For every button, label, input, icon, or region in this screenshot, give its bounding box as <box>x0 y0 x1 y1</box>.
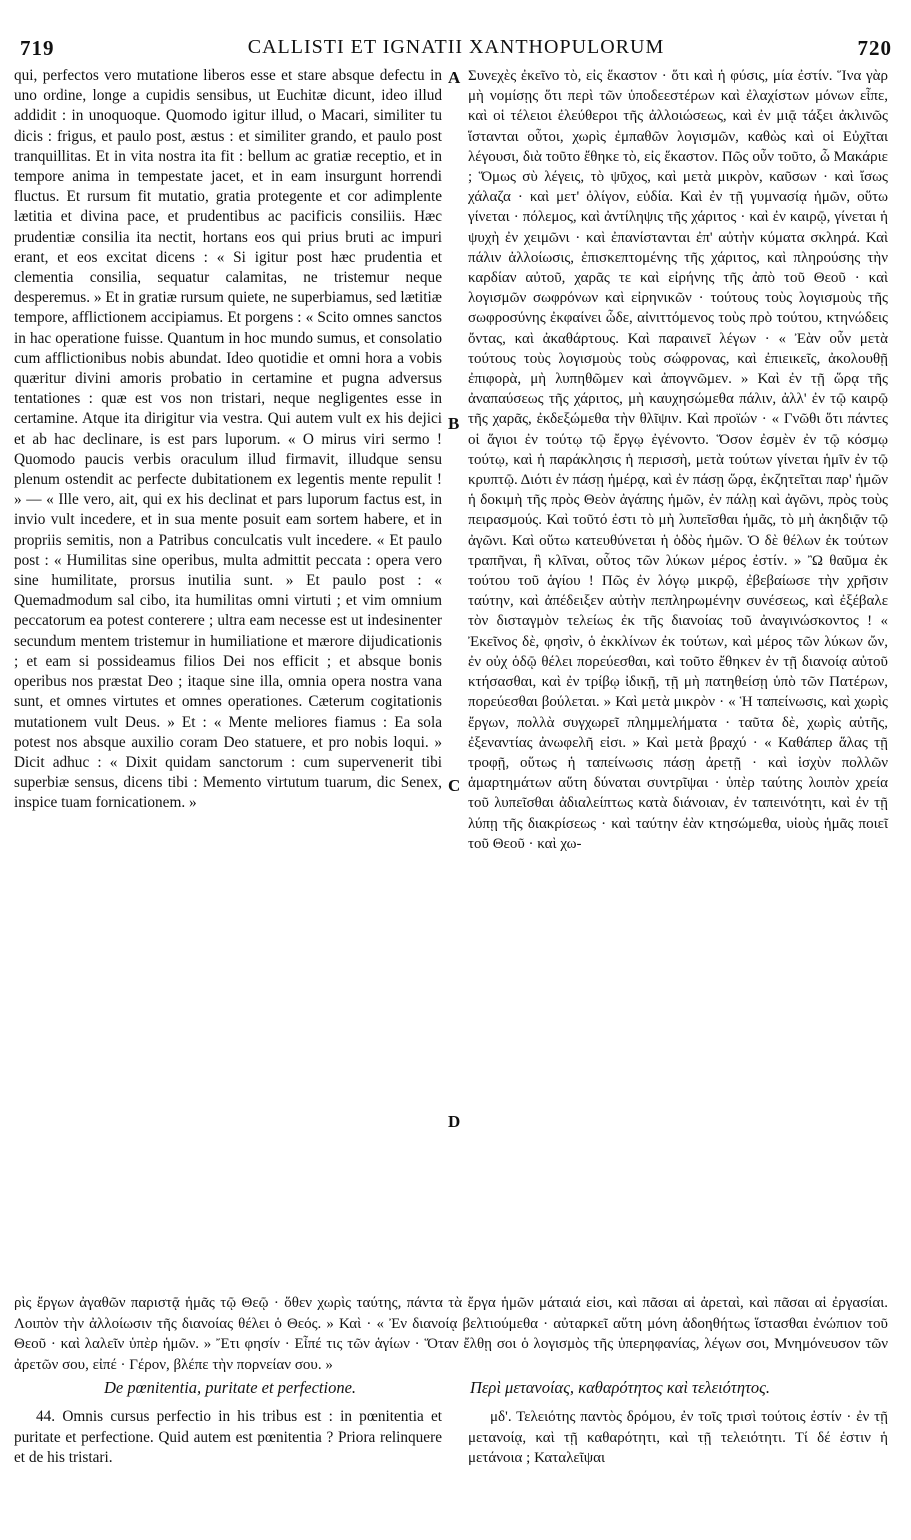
margin-marker-b: B <box>448 414 460 433</box>
page-number-left: 719 <box>20 36 55 60</box>
latin-text: qui, perfectos vero mutatione liberos esse et stare absque defectu in uno ordine, longe a cupidis sensibus, ut Euchitæ dicunt, ideo illud addidit : in unoquoque. Quomodo igitur illud, o Macari, similiter tu dicis : frigus, et paulo post, æstus : et similiter grando, et paulo post tranquillitas. Et in vita nostra ita fit : bellum ac gratiæ receptio, et in tempore anima in tempestate jacet, et in eam insurgunt horrendi fluctus. Et rursum fit mutatio, gratia protegente et cor adimplente lætitia et divina pace, et prudentibus ac pacificis consiliis. Hæc prudentiæ consilia ita nectit, hortans eos qui prius bruti ac impuri erant, et eos excitat dicens : « Si igitur post hæc prudentia et clementia consilia, sequatur calamitas, ne tristemur neque desperemus. » Et in gratiæ rursum quiete, ne superbiamus, sed lætitiæ tempore, afflictionem accipiamus. Et porgens : « Scito omnes sanctos in hac operatione fuisse. Quantum in hoc mundo sumus, et consolatio cum afflictionibus nobis abundat. Ideo quotidie et omni hora a vobis quæritur divini amoris probatio in certamine et pugna adversus tentationes : quæ est vos non tristari, neque negligentes esse in certamine. Atque ita dirigitur via vestra. Qui autem vult ex his dejici et ab hac declinare, is est pars luporum. « O mirus viri sermo ! Quomodo paucis verbis oraculum illud firmavit, illudque sensu plenum ostendit ac perfecte dubitationem ex legentis mente repulit ! » — « Ille vero, ait, qui ex his declinat et pars luporum factus est, in invio vult incedere, et in sua mente posuit eam sortem habere, et in propriis semitis, non a Patribus conculcatis vult incedere. « Et paulo post : « Humilitas sine operibus, multa admittit peccata : opera vero sine humilitate, prorsus inutilia sunt. » Et paulo post : « Quemadmodum sal cibo, ita humilitas omni virtuti ; et vim omnium peccatorum ea potest conterere ; ultra eam necesse est ut indesinenter secundum mentem tristemur in humiliatione et mærore dijudicationis ; et eam si possideamus filios Dei nos efficit ; et absque bonis operibus nos præstat Deo ; itaque sine illa, omnia opera nostra vana sunt, et omnes virtutes et omnes operationes. Cæterum cogitationis mutationem vult Deus. » Et : « Mente meliores fiamus : Ea sola potest nos absque auxilio coram Deo statuere, et pro nobis loqui. » Dicit adhuc : « Dixit quidam sanctorum : cum supervenerit tibi superbiæ sensus, dicens tibi : Memento virtutum tuarum, dic Senex, inspice tuam fornicationem. » <box>14 67 442 812</box>
margin-marker-a: A <box>448 68 461 87</box>
section-greek-text: μδ'. Τελειότης παντὸς δρόμου, ἐν τοῖς τρισὶ τούτοις ἐστίν · ἐν τῇ μετανοίᾳ, καὶ τῇ καθαρότητι, καὶ τῇ τελειότητι. Τί δέ ἐστιν ἡ μετάνοια ; Καταλεῖψαι <box>468 1409 888 1466</box>
section-title-greek: Περὶ μετανοίας, καθαρότητος καὶ τελειότητος. <box>470 1378 770 1397</box>
section-latin-text: 44. Omnis cursus perfectio in his tribus est : in pœnitentia et puritate et perfectione. Quid autem est pœnitentia ? Priora relinquere et de his tristari. <box>14 1408 442 1466</box>
greek-continuation-text: ρὶς ἔργων ἀγαθῶν παριστᾷ ἡμᾶς τῷ Θεῷ · ὅθεν χωρὶς ταύτης, πάντα τὰ ἔργα ἡμῶν μάταιά εἰσι, καὶ πᾶσαι αἱ ἀρεταὶ, καὶ πᾶσαι αἱ ἐργασίαι. Λοιπὸν τὴν ἀλλοίωσιν τῆς διανοίας θέλει ὁ Θεός. » Καὶ · « Ἐν διανοίᾳ βελτιούμεθα · αὐταρκεῖ αὕτη μόνη ἀδοηθήτως ἵστασθαι ἐνώπιον τοῦ Θεοῦ · καὶ λαλεῖν ὑπὲρ ἡμῶν. » Ἔτι φησίν · Εἶπέ τις τῶν ἁγίων · Ὅταν ἔλθῃ σοι ὁ λογισμὸς τῆς ὑπερηφανίας, λέγων σοι, Μνημόνευσον τῶν ἀρετῶν σου, εἰπέ · Γέρον, βλέπε τὴν πορνείαν σου. » <box>14 1295 888 1373</box>
greek-continuation <box>14 1293 888 1375</box>
running-title: CALLISTI ET IGNATII XANTHOPULORUM <box>247 36 665 58</box>
greek-column <box>468 66 888 854</box>
section-latin <box>14 1407 442 1469</box>
page-number-right: 720 <box>857 36 892 60</box>
section-greek <box>468 1407 888 1469</box>
margin-marker-d: D <box>448 1112 461 1131</box>
section-title-latin: De pœnitentia, puritate et perfectione. <box>104 1378 357 1397</box>
greek-text: Συνεχὲς ἐκεῖνο τὸ, εἰς ἕκαστον · ὅτι καὶ ἡ φύσις, μία ἐστίν. Ἵνα γὰρ μὴ νομίσῃς ὅτι περὶ τῶν ὑποδεεστέρων καὶ ἐλαχίστων μόνων εἶπε, καὶ οἱ τέλειοι ἐλεύθεροι τῆς ἀλλοιώσεως, καὶ ἐν μιᾷ τάξει ἀκλινῶς ἵστανται οὗτοι, χωρὶς ἐμπαθῶν λογισμῶν, καθὼς καὶ οἱ Εὐχῖται λέγουσι, διὰ τοῦτο ἔθηκε τὸ, εἰς ἕκαστον. Πῶς οὖν τοῦτο, ὦ Μακάριε ; Ὅμως σὺ λέγεις, τὸ ψῦχος, καὶ μετὰ μικρὸν, καῦσων · καὶ ἴσως χάλαζα · καὶ μετ' ὀλίγον, εὐδία. Καὶ ἐν τῇ γυμνασίᾳ ἡμῶν, οὕτω γίνεται · πόλεμος, καὶ ἀντίληψις τῆς χάριτος · καὶ ἐν καιρῷ, γίνεται ἡ ψυχὴ ἐν χειμῶνι · καὶ ἐπανίστανται ἐπ' αὐτὴν κύματα σκληρά. Καὶ πάλιν ἀλλοίωσις, ἐπισκεπτομένης τῆς χάριτος, καὶ πληρούσης τὴν καρδίαν αὐτοῦ, χαρᾶς τε καὶ εἰρήνης τῆς ἀπὸ τοῦ Θεοῦ · καὶ λογισμῶν σωφρόνων καὶ εἰρηνικῶν · τούτους τοὺς λογισμοὺς τῆς σωφροσύνης ἐκφαίνει ὧδε, αἰνιττόμενος τοὺς πρὸ τούτου, κτηνώδεις ὄντας, καὶ ἀκαθάρτους. Καὶ παραινεῖ λέγων · « Ἐὰν οὖν μετὰ τούτους τοὺς λογισμοὺς τοὺς σώφρονας, καὶ ἐπιεικεῖς, ἀκολουθῇ ἐπιφορὰ, μὴ λυπηθῶμεν καὶ ἀπογνῶμεν. » Καὶ ἐν τῇ ὥρᾳ τῆς ἀναπαύσεως τῆς χάριτος, μὴ καυχησώμεθα πάλιν, ἀλλ' ἐν τῷ καιρῷ τῆς χαρᾶς, ἐκδεξώμεθα τὴν θλῖψιν. Καὶ προϊών · « Γνῶθι ὅτι πάντες οἱ ἅγιοι ἐν τούτῳ τῷ ἔργῳ ἐγένοντο. Ὅσον ἐσμὲν ἐν τῷ κόσμῳ τούτῳ, καὶ ἡ παράκλησις ἡ περισσὴ, μετὰ τούτων γίνεται ἡμῖν ἐν τῷ κρυπτῷ. Διότι ἐν πάσῃ ἡμέρᾳ, καὶ ἐν πάσῃ ὥρᾳ, ἐκζητεῖται παρ' ἡμῶν ἡ δοκιμὴ τῆς πρὸς Θεὸν ἀγάπης ἡμῶν, ἐν πάλῃ καὶ ἀγῶνι, πρὸς τοὺς πειρασμούς. Καὶ τοῦτό ἐστι τὸ μὴ λυπεῖσθαι ἡμᾶς, τὸ μὴ ἀκηδιᾷν τῷ ἀγῶνι. Καὶ οὕτω κατευθύνεται ἡ ὁδὸς ἡμῶν. Ὁ δὲ θέλων ἐκ τούτων τραπῆναι, ἢ κλῖναι, οὗτος τῶν λύκων μέρος ἐστίν. » Ὢ θαῦμα ἐκ τούτου τοῦ ἁγίου ! Πῶς ἐν λόγῳ μικρῷ, ἐβεβαίωσε τὴν χρῆσιν ταύτην, καὶ ἀπέδειξεν αὐτὴν πεπληρωμένην συνέσεως, καὶ ἐξέβαλε τὸν δισταγμὸν τελείως ἐκ τῆς διανοίας τοῦ ἀναγινώσκοντος ! « Ἐκεῖνος δὲ, φησὶν, ὁ ἐκκλίνων ἐκ τούτων, καὶ μέρος τῶν λύκων ὤν, ἐν οὐχ ὁδῷ θέλει πορεύεσθαι, καὶ τοῦτο ἔθηκεν ἐν τῇ διανοίᾳ αὐτοῦ κτήσασθαι, καὶ ἐν τρίβῳ ἰδικῇ, τῇ μὴ πατηθείσῃ ὑπὸ τῶν Πατέρων, πορεύεσθαι βούλεται. » Καὶ μετὰ μικρὸν · « Ἡ ταπείνωσις, καὶ χωρὶς ἔργων, πολλὰ συγχωρεῖ πλημμελήματα · ταῦτα δὲ, χωρὶς αὐτῆς, ἐξεναντίας ἀνωφελῆ εἰσι. » Καὶ μετὰ βραχύ · « Καθάπερ ἅλας τῇ τροφῇ, οὕτως ἡ ταπείνωσις πάσῃ ἀρετῇ · καὶ ἰσχὺν πολλῶν ἁμαρτημάτων αὕτη δύναται συντρῖψαι · ὑπὲρ ταύτης λοιπὸν χρεία τοῦ λυπεῖσθαι ἀδιαλείπτως κατὰ διάνοιαν, ἐν ταπεινότητι, καὶ ἐν τῇ λύπῃ τῆς διακρίσεως · καὶ ταύτην ἐὰν κτησώμεθα, υἱοὺς ἡμᾶς ποιεῖ τοῦ Θεοῦ · καὶ χω- <box>468 68 888 852</box>
margin-marker-c: C <box>448 776 461 795</box>
page-header <box>20 36 892 62</box>
latin-column <box>14 66 442 814</box>
